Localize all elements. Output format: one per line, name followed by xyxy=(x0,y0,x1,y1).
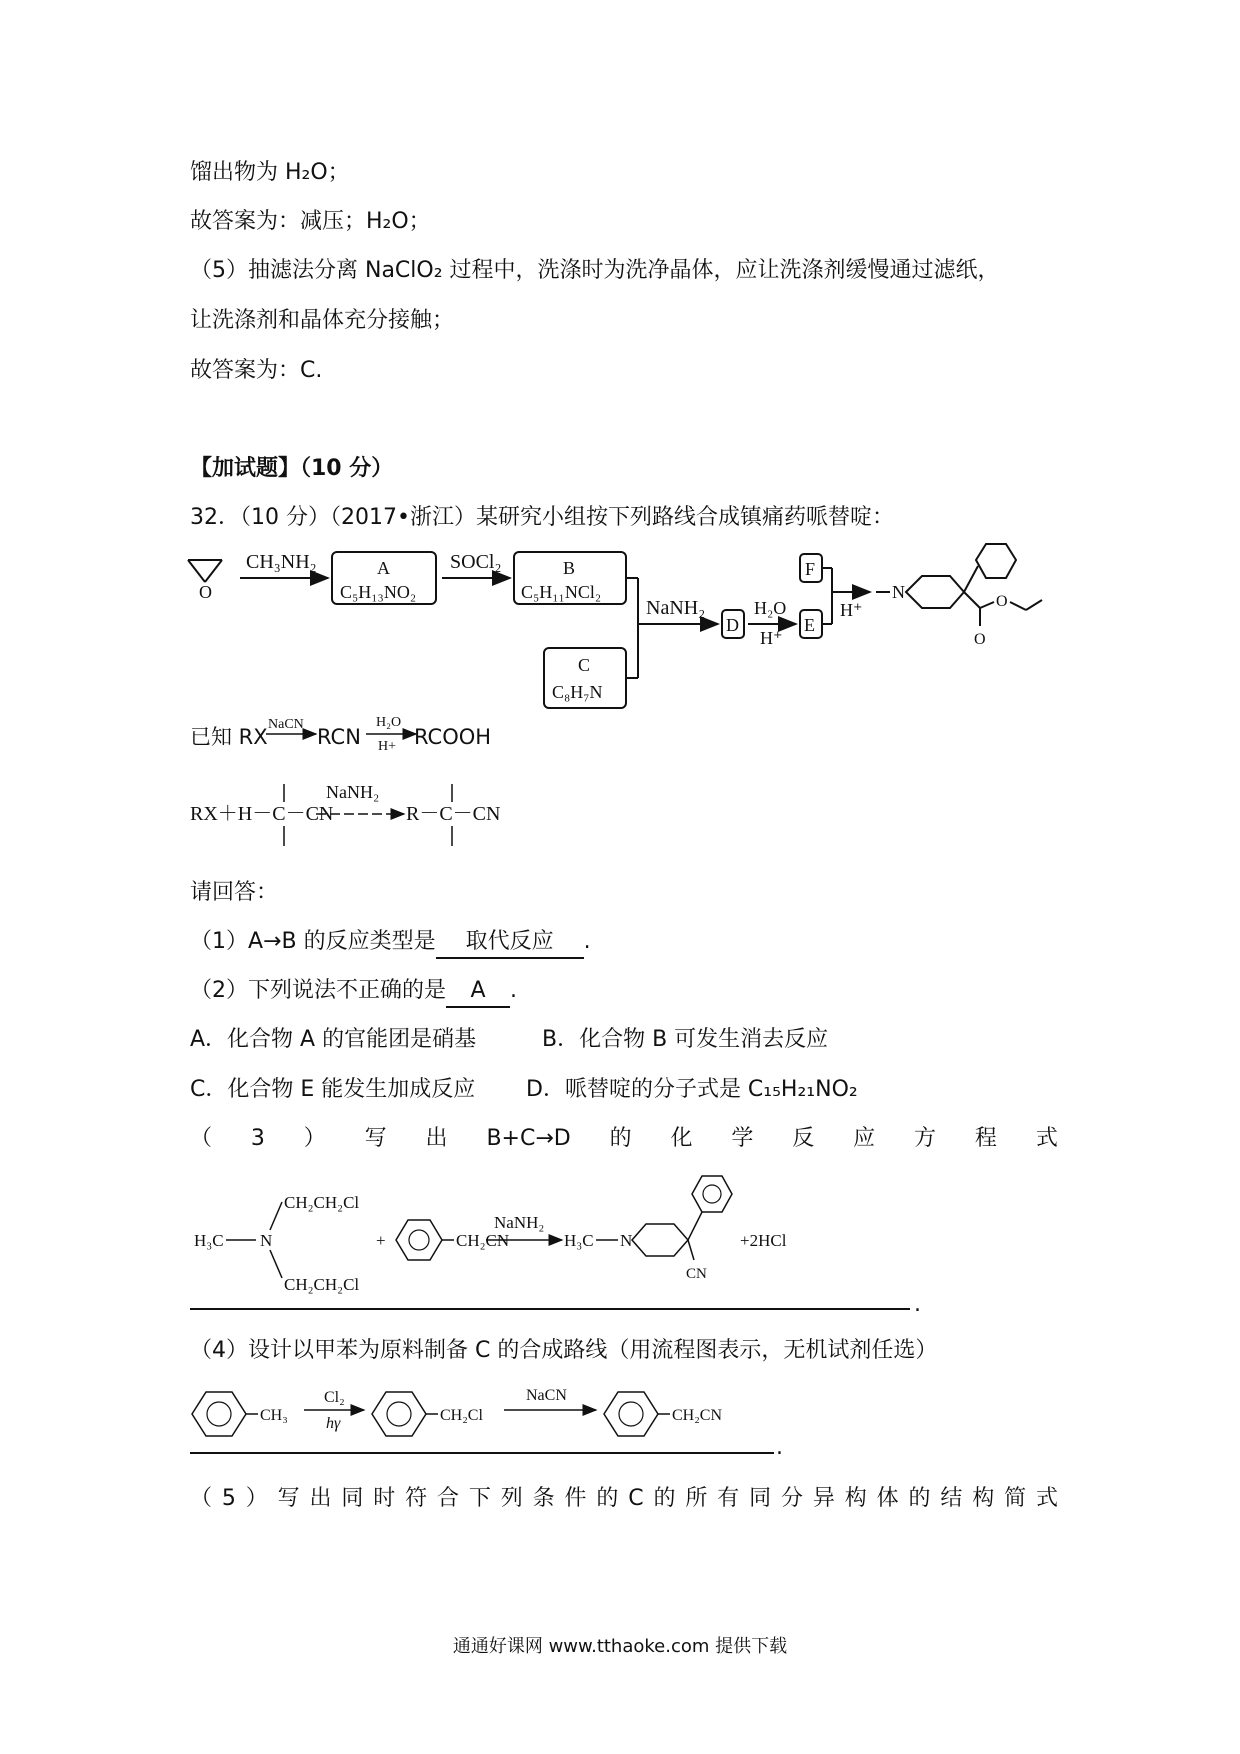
answer-blank-2: A xyxy=(446,976,510,1008)
product-nitrogen: N xyxy=(620,1231,633,1250)
option-d: D．哌替啶的分子式是 C₁₅H₂₁NO₂ xyxy=(526,1077,858,1102)
q3-char: 式 xyxy=(1035,1126,1058,1151)
q3-char: 应 xyxy=(853,1126,876,1151)
q5-char: 条 xyxy=(532,1486,555,1511)
period: . xyxy=(776,1435,783,1460)
pethidine-structure xyxy=(876,544,1042,648)
reagent-label: NaNH₂ xyxy=(326,782,380,802)
reagent-label: H⁺ xyxy=(760,628,783,648)
q5-char: 的 xyxy=(908,1486,931,1511)
q3-char: 的 xyxy=(609,1126,632,1151)
structure-shape xyxy=(703,1185,721,1203)
epoxide-structure xyxy=(188,560,222,602)
q3-char: （ xyxy=(190,1126,213,1151)
synthesis-scheme xyxy=(180,540,1060,715)
benzyl-cyanide: CH₂CN xyxy=(456,1231,510,1250)
q5-char: 体 xyxy=(876,1486,899,1511)
q5-char: 分 xyxy=(780,1486,803,1511)
answer-blank-1: 取代反应 xyxy=(436,927,584,959)
period: . xyxy=(914,1292,921,1317)
q5-char: 下 xyxy=(468,1486,491,1511)
bond-line xyxy=(964,592,980,608)
box-a-label: A xyxy=(377,558,390,578)
known-r2-right: R－C－CN xyxy=(406,803,501,825)
structure-shape xyxy=(619,1402,643,1426)
structure-shape xyxy=(906,576,964,608)
chloromethyl-group: CH₂Cl xyxy=(440,1407,483,1424)
product-methyl: H₃C xyxy=(564,1231,594,1250)
toluene-ring xyxy=(192,1392,246,1436)
q3-char: B+C→D xyxy=(486,1126,571,1151)
q5-char: 式 xyxy=(1035,1486,1058,1511)
box-f-label: F xyxy=(805,559,816,579)
q5-char: 同 xyxy=(749,1486,772,1511)
q5-char: 符 xyxy=(405,1486,428,1511)
option-b: B．化合物 B 可发生消去反应 xyxy=(542,1027,829,1052)
box-b-formula: C₅H₁₁NCl₂ xyxy=(521,582,602,602)
q5-char: 所 xyxy=(685,1486,708,1511)
bond-line xyxy=(270,1250,282,1278)
reagent-label: SOCl₂ xyxy=(450,551,502,573)
question-2: （2）下列说法不正确的是 A . xyxy=(190,976,517,1008)
q3-char: 化 xyxy=(670,1126,693,1151)
structure-shape xyxy=(409,1230,429,1250)
known-mid: RCN xyxy=(317,725,361,749)
reagent-label: Cl₂ xyxy=(324,1389,345,1406)
box-e-label: E xyxy=(804,615,815,635)
q5-char: 列 xyxy=(500,1486,523,1511)
text-line: 故答案为：减压；H₂O； xyxy=(190,209,431,234)
reagent-label: NaNH₂ xyxy=(494,1213,545,1232)
bond-line xyxy=(205,560,222,582)
box-c-label: C xyxy=(578,655,591,675)
text-line: 馏出物为 H₂O； xyxy=(190,160,350,185)
structure-shape xyxy=(976,544,1016,578)
bond-line xyxy=(980,602,994,608)
page-footer: 通通好课网 www.tthaoke.com 提供下载 xyxy=(452,1636,788,1657)
structure-shape xyxy=(207,1402,231,1426)
answer-rule-4 xyxy=(190,1452,774,1454)
bond-line xyxy=(964,566,978,592)
bond-line xyxy=(688,1212,702,1240)
q3-char: 学 xyxy=(731,1126,754,1151)
q5-char: 有 xyxy=(717,1486,740,1511)
q5-char: 写 xyxy=(277,1486,300,1511)
benzyl-chloride-ring xyxy=(372,1392,426,1436)
q5-char: ） xyxy=(245,1486,268,1511)
benzene-ring xyxy=(396,1220,442,1260)
question-2-text: （2）下列说法不正确的是 xyxy=(190,978,446,1003)
reagent-label: NaCN xyxy=(526,1387,567,1404)
piperidine-ring xyxy=(632,1224,688,1256)
reagent-label: NaCN xyxy=(268,717,304,732)
route-4 xyxy=(186,1378,766,1454)
bond-line xyxy=(1026,600,1042,610)
question-1: （1）A→B 的反应类型是 取代反应 . xyxy=(190,927,591,959)
arm-top: CH₂CH₂Cl xyxy=(284,1193,360,1212)
reagent-label: H⁺ xyxy=(840,600,863,620)
benzyl-cyanide-ring xyxy=(604,1392,658,1436)
bond-line xyxy=(688,1240,694,1260)
structure-shape xyxy=(387,1402,411,1426)
known-end: RCOOH xyxy=(414,725,492,749)
plus-sign: + xyxy=(376,1231,386,1250)
q3-char: 反 xyxy=(792,1126,815,1151)
q3-char: 程 xyxy=(974,1126,997,1151)
amine-nitrogen: N xyxy=(260,1231,273,1250)
known-r2-left: RX＋H－C－CN xyxy=(190,803,334,825)
bond-line xyxy=(270,1202,282,1230)
q5-char: 异 xyxy=(812,1486,835,1511)
q5-char: 件 xyxy=(564,1486,587,1511)
question-5 xyxy=(190,1484,1058,1514)
answer-rule-3 xyxy=(190,1308,910,1310)
q5-char: 构 xyxy=(844,1486,867,1511)
methyl-group: CH₃ xyxy=(260,1407,288,1424)
q5-char: 构 xyxy=(972,1486,995,1511)
question-stem: 32．（10 分）（2017•浙江）某研究小组按下列路线合成镇痛药哌替啶： xyxy=(190,505,894,530)
question-3 xyxy=(190,1124,1058,1154)
bond-line xyxy=(188,560,205,582)
reagent-label: H₂O xyxy=(376,715,402,730)
q5-char: 的 xyxy=(596,1486,619,1511)
option-c: C．化合物 E 能发生加成反应 xyxy=(190,1077,476,1102)
carbonyl-oxygen: O xyxy=(974,631,986,648)
text-line: 故答案为：C. xyxy=(190,358,323,383)
methyl-label: H₃C xyxy=(194,1231,224,1250)
box-c-formula: C₈H₇N xyxy=(552,682,603,702)
byproduct: +2HCl xyxy=(740,1231,787,1250)
q5-char: 5 xyxy=(221,1486,236,1511)
q3-char: 出 xyxy=(425,1126,448,1151)
box-d-label: D xyxy=(726,615,739,635)
q5-char: 简 xyxy=(1004,1486,1027,1511)
q5-char: 的 xyxy=(653,1486,676,1511)
text-line: （5）抽滤法分离 NaClO₂ 过程中，洗涤时为洗净晶体，应让洗涤剂缓慢通过滤纸， xyxy=(190,258,1000,283)
reagent-label: H+ xyxy=(378,739,397,754)
phenyl-ring xyxy=(692,1176,732,1212)
question-4: （4）设计以甲苯为原料制备 C 的合成路线（用流程图表示，无机试剂任选） xyxy=(190,1338,938,1363)
reagent-label: H₂O xyxy=(754,598,787,618)
box-a-formula: C₅H₁₃NO₂ xyxy=(340,582,417,602)
q5-char: 出 xyxy=(309,1486,332,1511)
reagent-label: CH₃NH₂ xyxy=(246,551,317,573)
q5-char: 时 xyxy=(373,1486,396,1511)
q3-char: 写 xyxy=(364,1126,387,1151)
epoxide-oxygen: O xyxy=(199,582,212,602)
q3-char: 方 xyxy=(914,1126,937,1151)
arm-bottom: CH₂CH₂Cl xyxy=(284,1275,360,1294)
product-cyano: CN xyxy=(686,1266,707,1282)
q5-char: 合 xyxy=(436,1486,459,1511)
option-a: A．化合物 A 的官能团是硝基 xyxy=(190,1027,477,1052)
q5-char: C xyxy=(628,1486,644,1511)
ring-nitrogen: N xyxy=(892,582,905,602)
section-heading: 【加试题】（10 分） xyxy=(190,456,394,481)
bond-line xyxy=(1010,602,1026,610)
reagent-label: hγ xyxy=(326,1415,341,1432)
q5-char: 结 xyxy=(940,1486,963,1511)
text-line: 让洗涤剂和晶体充分接触； xyxy=(190,308,455,333)
ester-oxygen: O xyxy=(996,593,1008,610)
equation-3 xyxy=(180,1168,940,1308)
prompt-text: 请回答： xyxy=(190,880,279,905)
q3-char: ） xyxy=(303,1126,326,1151)
cyanomethyl-group: CH₂CN xyxy=(672,1407,723,1424)
known-prefix: 已知 RX xyxy=(190,725,268,749)
known-reactions xyxy=(180,712,700,860)
box-b-label: B xyxy=(563,558,576,578)
question-1-text: （1）A→B 的反应类型是 xyxy=(190,929,436,954)
q3-char: 3 xyxy=(250,1126,265,1151)
reagent-label: NaNH₂ xyxy=(646,597,706,619)
q5-char: （ xyxy=(190,1486,213,1511)
q5-char: 同 xyxy=(341,1486,364,1511)
